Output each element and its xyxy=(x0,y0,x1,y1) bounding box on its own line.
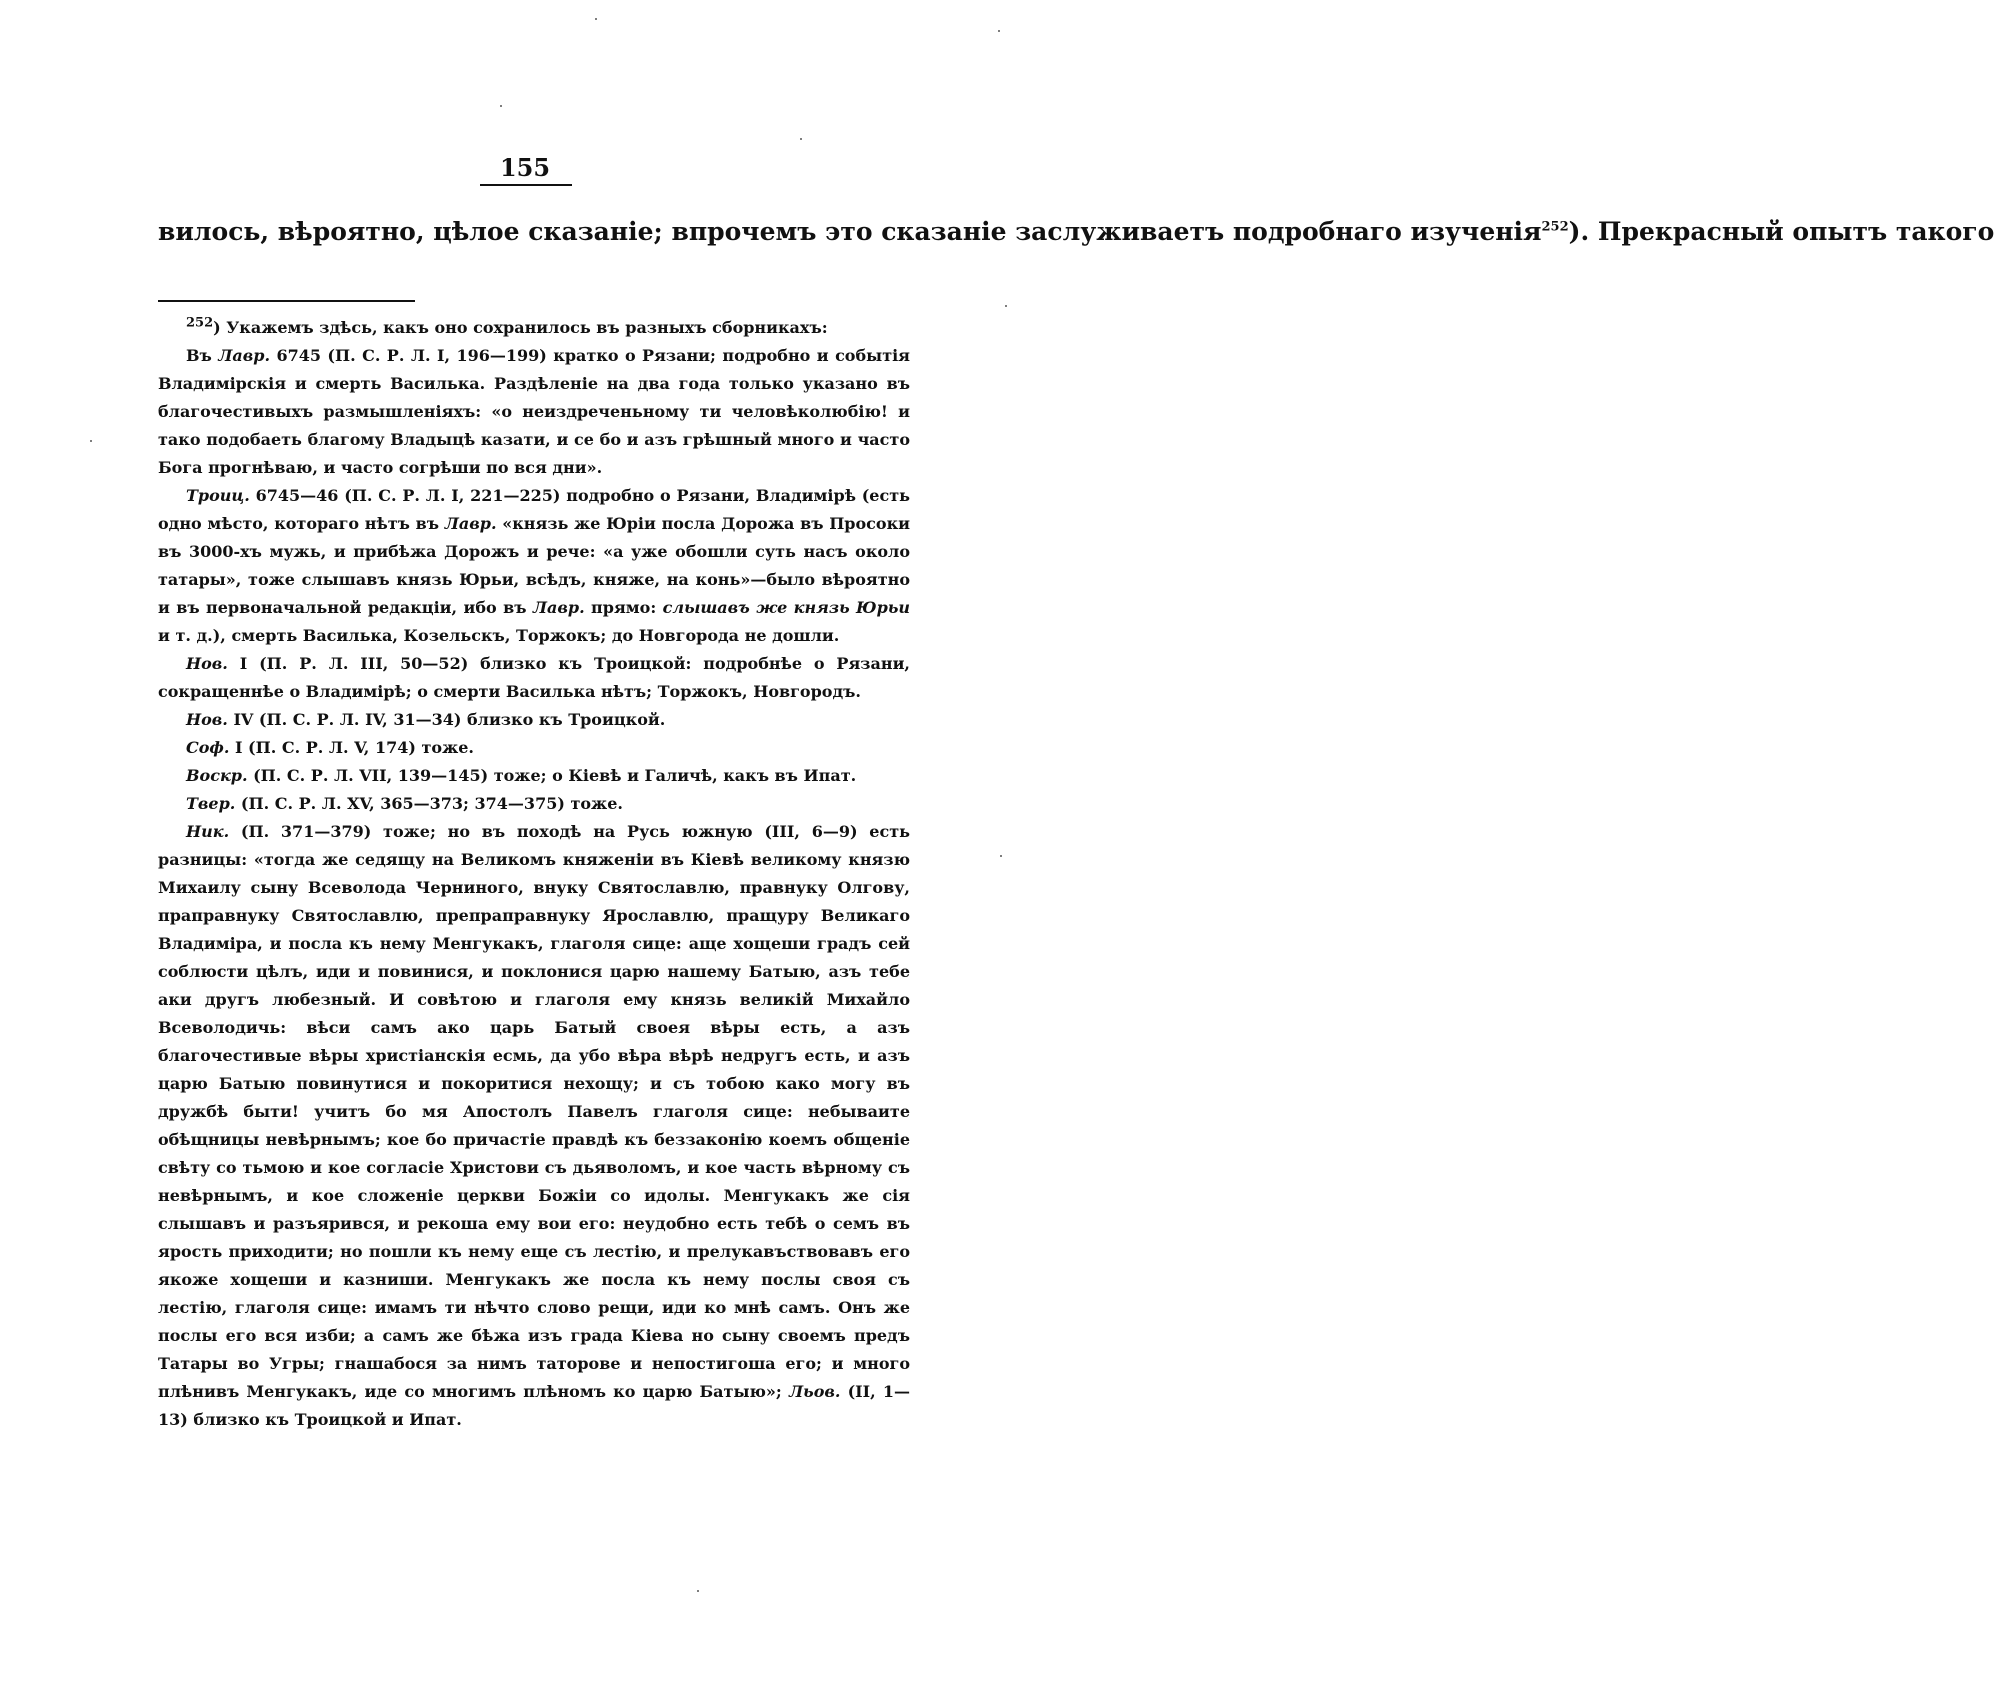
source-title: Нов. xyxy=(186,710,228,729)
quote: слышавъ же князь Юрьи xyxy=(662,598,911,617)
footnote-lavr: Въ Лавр. 6745 (П. С. Р. Л. I, 196—199) кратко о Рязани; подробно и событія Владимірскія и смерть Василька. Раздѣленіе на два года только указано въ благочестивыхъ размышленіяхъ: «о неиздреченьному ти человѣколюбію! и тако подобаеть благому Владыцѣ казати, и се бо и азъ грѣшный много и часто Бога прогнѣваю, и часто согрѣши по вся дни». xyxy=(158,346,911,477)
footnote-nik: Ник. (П. 371—379) тоже; но въ походѣ на Русь южную (III, 6—9) есть разницы: «тогда же седящу на Великомъ княженіи въ Кіевѣ великому князю Михаилу сыну Всеволода Черниного, внуку Святославлю, правнуку Олгову, праправнуку Святославлю, препраправнуку Ярославлю, пращуру Великаго Владиміра, и посла къ нему Менгукакъ, глаголя сице: аще хощеши градъ сей соблюсти цѣлъ, иди и повинися, и поклонися царю нашему Батыю, азъ тебе аки другъ любезный. И совѣтою и глаголя ему князь великій Михайло Всеволодичь: вѣси самъ ако царь Батый своея вѣры есть, а азъ благочестивые вѣры христіанскія есмь, да убо вѣра вѣрѣ недругъ есть, и азъ царю Батыю повинутися и покоритися нехощу; и съ тобою како могу въ дружбѣ быти! учитъ бо мя Апостолъ Павелъ глаголя сице: небываите обѣщницы невѣрнымъ; кое бо причастіе правдѣ къ беззаконію коемъ общеніе свѣту со тьмою и кое согласіе Христови съ дьяволомъ, и кое часть вѣрному съ невѣрнымъ, и кое сложеніе церкви Божіи со идолы. Менгукакъ же сія слышавъ и разъярився, и рекоша ему вои его: неудобно есть тебѣ о семъ въ ярость приходити; но пошли къ нему еще съ лестію, и прелукавъствовавъ его якоже хощеши и казниши. Менгукакъ же посла къ нему послы своя съ лестію, глаголя сице: имамъ ти нѣчто слово рещи, иди ко мнѣ самъ. Онъ же послы его вся изби; а самъ же бѣжа изъ града Кіева но сыну своемъ предъ Татары во Угры; гнашабося за нимъ таторове и непостигоша его; и много плѣнивъ Менгукакъ, иде со многимъ плѣномъ ко царю Батыю»; Льов. (II, 1—13) близко къ Троицкой и Ипат. xyxy=(158,822,910,1429)
source-title: Льов. xyxy=(788,1382,841,1401)
footnote-nov1: Нов. I (П. Р. Л. III, 50—52) близко къ Троицкой: подробнѣе о Рязани, сокращеннѣе о Владимірѣ; о смерти Василька нѣтъ; Торжокъ, Новгородъ. xyxy=(158,654,910,701)
scan-speck xyxy=(500,105,502,107)
footnote-marker: 252 xyxy=(186,315,214,331)
scan-speck xyxy=(1000,855,1002,857)
footnote-reference[interactable]: 252 xyxy=(1541,219,1569,235)
footnotes xyxy=(158,314,910,1434)
main-text xyxy=(158,212,1994,252)
main-text-line xyxy=(158,212,1994,252)
footnote-voskr: Воскр. (П. С. Р. Л. VII, 139—145) тоже; о Кіевѣ и Галичѣ, какъ въ Ипат. xyxy=(186,766,857,785)
scan-speck xyxy=(697,1590,699,1592)
source-title: Лавр. xyxy=(532,598,585,617)
source-title: Твер. xyxy=(186,794,236,813)
source-title: Троиц. xyxy=(186,486,250,505)
main-text-body: вилось, вѣроятно, цѣлое сказаніе; впрочемъ это сказаніе заслуживаетъ подробнаго изученія xyxy=(158,217,1542,246)
source-title: Ник. xyxy=(186,822,230,841)
scan-speck xyxy=(1005,305,1007,307)
footnote-troits: Троиц. 6745—46 (П. С. Р. Л. I, 221—225) подробно о Рязани, Владимірѣ (есть одно мѣсто, котораго нѣтъ въ Лавр. «князь же Юріи посла Дорожа въ Просоки въ 3000-хъ мужь, и прибѣжа Дорожъ и рече: «а уже обошли суть насъ около татары», тоже слышавъ князь Юрьи, всѣдъ, княже, на конь»—было вѣроятно и въ первоначальной редакціи, ибо въ Лавр. прямо: слышавъ же князь Юрьи и т. д.), смерть Василька, Козельскъ, Торжокъ; до Новгорода не дошли. xyxy=(158,486,911,645)
page-number-rule xyxy=(480,184,572,186)
scan-speck xyxy=(90,440,92,442)
scan-speck xyxy=(595,18,597,20)
scan-speck xyxy=(998,30,1000,32)
footnote-tver: Твер. (П. С. Р. Л. XV, 365—373; 374—375) тоже. xyxy=(186,794,623,813)
footnote-intro: $^{252}$) Укажемъ здѣсь, какъ оно сохранилось въ разныхъ сборникахъ: xyxy=(186,315,828,337)
footnote-rule xyxy=(158,300,415,302)
source-title: Лавр. xyxy=(444,514,497,533)
source-title: Лавр. xyxy=(218,346,271,365)
page-number: 155 xyxy=(499,153,551,182)
footnote-sof: Соф. I (П. С. Р. Л. V, 174) тоже. xyxy=(186,738,474,757)
main-text-tail: ). Прекрасный опытъ такого xyxy=(1568,217,1994,246)
footnote-nov4: Нов. IV (П. С. Р. Л. IV, 31—34) близко къ Троицкой. xyxy=(186,710,666,729)
source-title: Соф. xyxy=(186,738,230,757)
scan-speck xyxy=(800,138,802,140)
source-title: Воскр. xyxy=(186,766,248,785)
source-title: Нов. xyxy=(186,654,228,673)
